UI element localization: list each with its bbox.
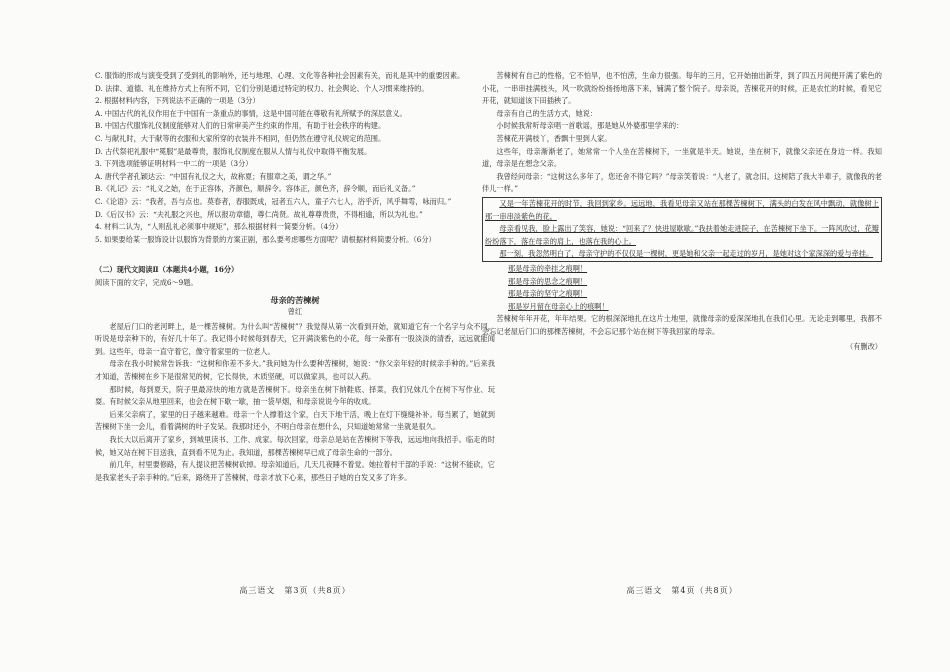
story-paragraph: 那时候，每到夏天，院子里最凉快的地方就是苦楝树下。母亲坐在树下纳鞋底、择菜，我们兄妹几个在树下写作业、玩耍。有时候父亲从地里回来，也会在树下歇一歇，抽一袋旱烟，和母亲说说今年的收成。 — [95, 384, 495, 407]
question-stem: 3. 下列选项能够证明材料一中二的一项是（3分） — [95, 159, 253, 169]
question-option: C.《论语》云：“我者，吾与点也。莫春者，春服既成，冠者五六人，童子六七人，浴乎沂，风乎舞雩，咏而归。” — [95, 196, 452, 206]
question-option: B.《礼记》云：“礼义之始，在于正容体，齐颜色，顺辞令。容体正，颜色齐，辞令顺，而后礼义备。” — [95, 184, 416, 194]
boxed-line: 又是一年苦楝花开的时节，我回到家乡。远远地，我看见母亲又站在那棵苦楝树下，满头的白发在风中飘动，就像树上那一串串淡紫色的花。 — [485, 198, 879, 221]
section-heading: （二）现代文阅读Ⅱ（本题共4小题，16分） — [95, 265, 239, 275]
page-4 — [482, 70, 882, 354]
revision-note: （有删改） — [846, 342, 882, 352]
section-instruction: 阅读下面的文字，完成6～9题。 — [95, 277, 198, 287]
underlined-line: 那是母亲的坚守之痕啊！ — [508, 289, 588, 299]
question-option: D. 法律、道德、礼在维持方式上有所不同，它们分别是通过特定的权力、社会舆论、个人习惯来维持的。 — [95, 83, 429, 93]
underlined-line: 那是母亲的思念之痕啊！ — [508, 276, 588, 286]
story-paragraph: 小时候我常听母亲唱一首歌谣，那是她从外婆那里学来的： — [496, 121, 684, 131]
question-option: B. 中国古代服饰礼仪制度能够对人们的日常审美产生约束的作用，有助于社会秩序的构建。 — [95, 121, 386, 131]
story-paragraph: 前几年，村里要修路，有人提议把苦楝树砍掉。母亲知道后，几天几夜睡不着觉。她拉着村干部的手说：“这树不能砍，它是我家老头子亲手种的。”后来，路绕开了苦楝树，母亲才放下心来，那些日子她的白发又多了许多。 — [95, 460, 495, 482]
question-option: A. 唐代学者孔颖达云：“中国有礼仪之大，故称夏；有服章之美，谓之华。” — [95, 171, 332, 181]
page-3 — [95, 70, 495, 484]
story-paragraph: 后来父亲病了，家里的日子越来越难。母亲一个人撑着这个家，白天下地干活，晚上在灯下缝缝补补。每当累了，她就到苦楝树下坐一会儿，看着满树的叶子发呆。我那时还小，不明白母亲在想什么，只知道她常常一坐就是很久。 — [95, 409, 495, 432]
question-stem: 4. 材料二认为，“人则乱礼必须事中规矩”，那么根据材料一简要分析。（4分） — [95, 222, 343, 232]
underlined-line: 那是母亲的牵挂之痕啊！ — [508, 263, 588, 273]
boxed-line: 那一刻，我忽然明白了，母亲守护的不仅仅是一棵树，更是她和父亲一起走过的岁月，是她对这个家深深的爱与牵挂。 — [499, 249, 874, 259]
story-paragraph: 苦楝树年年开花，年年结果。它的根深深地扎在这片土地里，就像母亲的爱深深地扎在我们心里。无论走到哪里，我都不会忘记老屋后门口的那棵苦楝树，不会忘记那个站在树下等我回家的母亲。 — [482, 314, 882, 336]
story-author: 曾红 — [287, 307, 303, 317]
story-paragraph: 母亲有自己的生活方式，她说： — [496, 108, 598, 118]
question-stem: 5. 如果要给某一服饰设计以服饰为背景的方案正剧，那么要考虑哪些方面呢？请根据材料简要分析。（6分） — [95, 234, 436, 244]
boxed-passage — [482, 197, 882, 262]
page-footer-4: 高三语文 第4页（共8页） — [626, 586, 738, 595]
question-option: C. 服饰的形成与演变受到了受到礼的影响外，还与地理、心理、文化等各种社会因素有关，而礼是其中的重要因素。 — [95, 71, 465, 80]
boxed-line: 母亲看见我，脸上露出了笑容，她说：“回来了？快进屋歇歇。”我扶着她走进院子，在苦楝树下坐下。一阵风吹过，花瓣纷纷落下，落在母亲的肩上，也落在我的心上。 — [485, 224, 879, 246]
story-paragraph: 苦楝花开满枝丫，香飘十里到人家。 — [496, 133, 612, 143]
question-option: D.《后汉书》云：“夫礼服之兴也，所以报功章德，尊仁尚贤。故礼尊尊贵贵，不得相逾，所以为礼也。” — [95, 209, 423, 219]
page-footer-3: 高三语文 第3页（共8页） — [239, 586, 351, 595]
question-option: C. 与献礼时，大于献等的衣服和大家所穿的衣装并不相同，但仍然在遵守礼仪规定的范围。 — [95, 133, 386, 143]
story-paragraph: 我长大以后离开了家乡，到城里读书、工作、成家。每次回家，母亲总是站在苦楝树下等我，远远地向我招手。临走的时候，她又站在树下目送我，直到看不见为止。我知道，那棵苦楝树早已成了母亲生命的一部分。 — [95, 435, 495, 457]
story-paragraph: 这些年，母亲渐渐老了，她常常一个人坐在苦楝树下，一坐就是半天。她说，坐在树下，就像父亲还在身边一样。我知道，母亲是在想念父亲。 — [482, 146, 882, 169]
question-option: D. 古代祭祀礼服中“冕服”是最尊贵，服饰礼仪制度在服从人情与礼仪中取得平衡发展。 — [95, 146, 372, 156]
story-body — [95, 321, 495, 485]
story-paragraph: 老屋后门口的老河畔上，是一棵苦楝树。为什么叫“苦楝树”？我觉得从第一次看到开始，就知道它有一个名字与众不同，听说是母亲种下的，有好几十年了。我记得小时候每到春天，它开满淡紫色的小花，每一朵都有一股淡淡的清香，远远就能闻到。这些年，母亲一直守着它，像守着家里的一位老人。 — [95, 321, 495, 356]
story-paragraph: 苦楝树有自己的性格，它不怕旱，也不怕涝，生命力很强。每年的三月，它开始抽出新芽，到了四五月间便开满了紫色的小花，一串串挂满枝头，风一吹就纷纷扬扬地落下来，铺满了整个院子。母亲说，苦楝花开的时候，正是农忙的时候，看见它开花，就知道该下田插秧了。 — [482, 71, 882, 106]
story-paragraph: 我曾经问母亲：“这树这么多年了，您还舍不得它吗？”母亲笑着说：“人老了，就念旧。这树陪了我大半辈子，就像我的老伴儿一样。” — [482, 171, 882, 194]
story-title: 母亲的苦楝树 — [270, 294, 320, 305]
question-option: A. 中国古代的礼仪作用在于中国有一条重点的事情，这是中国可能在尊敬有礼所赋予的深层意义。 — [95, 108, 407, 118]
story-paragraph: 母亲在我小时候常告诉我：“这树和你差不多大。”我问她为什么要种苦楝树，她说：“你父亲年轻的时候亲手种的。”后来我才知道，苦楝树在乡下是很常见的树，它长得快，木质坚硬，可以做家具，也可以入药。 — [95, 359, 495, 382]
answer-space — [95, 246, 495, 258]
questions-block — [95, 70, 495, 246]
underlined-line: 那是岁月留在母亲心上的痕啊！ — [508, 301, 609, 311]
question-stem: 2. 根据材料内容，下列说法不正确的一项是（3分） — [95, 96, 260, 106]
